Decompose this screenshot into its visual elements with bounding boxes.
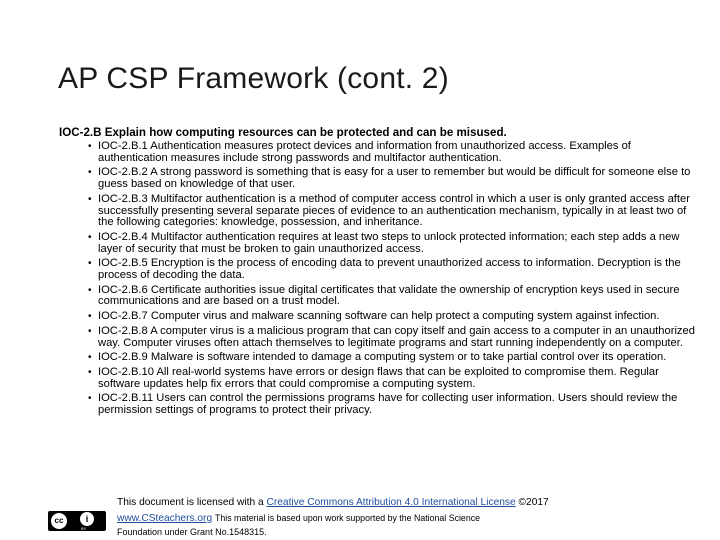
bullet-item: • IOC-2.B.4 Multifactor authentication requires at least two steps to unlock protected information; each step adds a new layer of security that must be broken to gain unauthorized access.	[59, 232, 699, 255]
bullet-item: • IOC-2.B.10 All real-world systems have errors or design flaws that can be exploited to compromise them. Regular software updates help fix errors that could compromise a computing system.	[59, 367, 699, 390]
funding-notice	[117, 513, 480, 524]
copyright-text: ©2017	[518, 497, 549, 508]
csteachers-link[interactable]: www.CSteachers.org	[117, 513, 213, 524]
grant-text: Foundation under Grant No.1548315.	[117, 527, 267, 537]
bullet-item: • IOC-2.B.6 Certificate authorities issue digital certificates that validate the ownership of encryption keys used in secure communications and are based on a trust model.	[59, 285, 699, 308]
nsf-text: This material is based upon work supported by the National Science	[214, 513, 480, 523]
by-label: BY	[81, 526, 87, 531]
slide-title: AP CSP Framework (cont. 2)	[58, 62, 449, 95]
bullet-item: • IOC-2.B.8 A computer virus is a malicious program that can copy itself and gain access to a computer in an unauthorized way. Computer viruses often attach themselves to legitimate programs and start running independently on a computer.	[59, 326, 699, 349]
cc-by-license-icon[interactable]	[48, 511, 106, 531]
section-heading: IOC-2.B Explain how computing resources can be protected and can be misused.	[59, 126, 507, 139]
license-link[interactable]: Creative Commons Attribution 4.0 International License	[266, 497, 516, 508]
slide-content	[59, 126, 699, 420]
bullet-item: • IOC-2.B.7 Computer virus and malware scanning software can help protect a computing system against infection.	[59, 311, 699, 323]
bullet-item: • IOC-2.B.9 Malware is software intended to damage a computing system or to take partial control over its operation.	[59, 352, 699, 364]
attribution-icon: i	[80, 512, 94, 526]
bullet-item: • IOC-2.B.2 A strong password is something that is easy for a user to remember but would be difficult for someone else to guess based on knowledge of that user.	[59, 167, 699, 190]
license-prefix: This document is licensed with a	[117, 497, 264, 508]
bullet-item: • IOC-2.B.11 Users can control the permissions programs have for collecting user information. Users should review the permission settings of programs to protect their privacy.	[59, 393, 699, 416]
bullet-list	[59, 141, 699, 417]
bullet-item: • IOC-2.B.3 Multifactor authentication is a method of computer access control in which a user is only granted access after successfully presenting several separate pieces of evidence to an authentication mechanism, typically in at least two of the following categories: knowledge, possession, and inheritance.	[59, 194, 699, 229]
bullet-item: • IOC-2.B.5 Encryption is the process of encoding data to prevent unauthorized access to information. Decryption is the process of decoding the data.	[59, 258, 699, 281]
cc-icon: cc	[51, 513, 67, 529]
bullet-item: • IOC-2.B.1 Authentication measures protect devices and information from unauthorized access. Examples of authentication measures include strong passwords and multifactor authentication.	[59, 141, 699, 164]
license-notice	[117, 497, 549, 508]
